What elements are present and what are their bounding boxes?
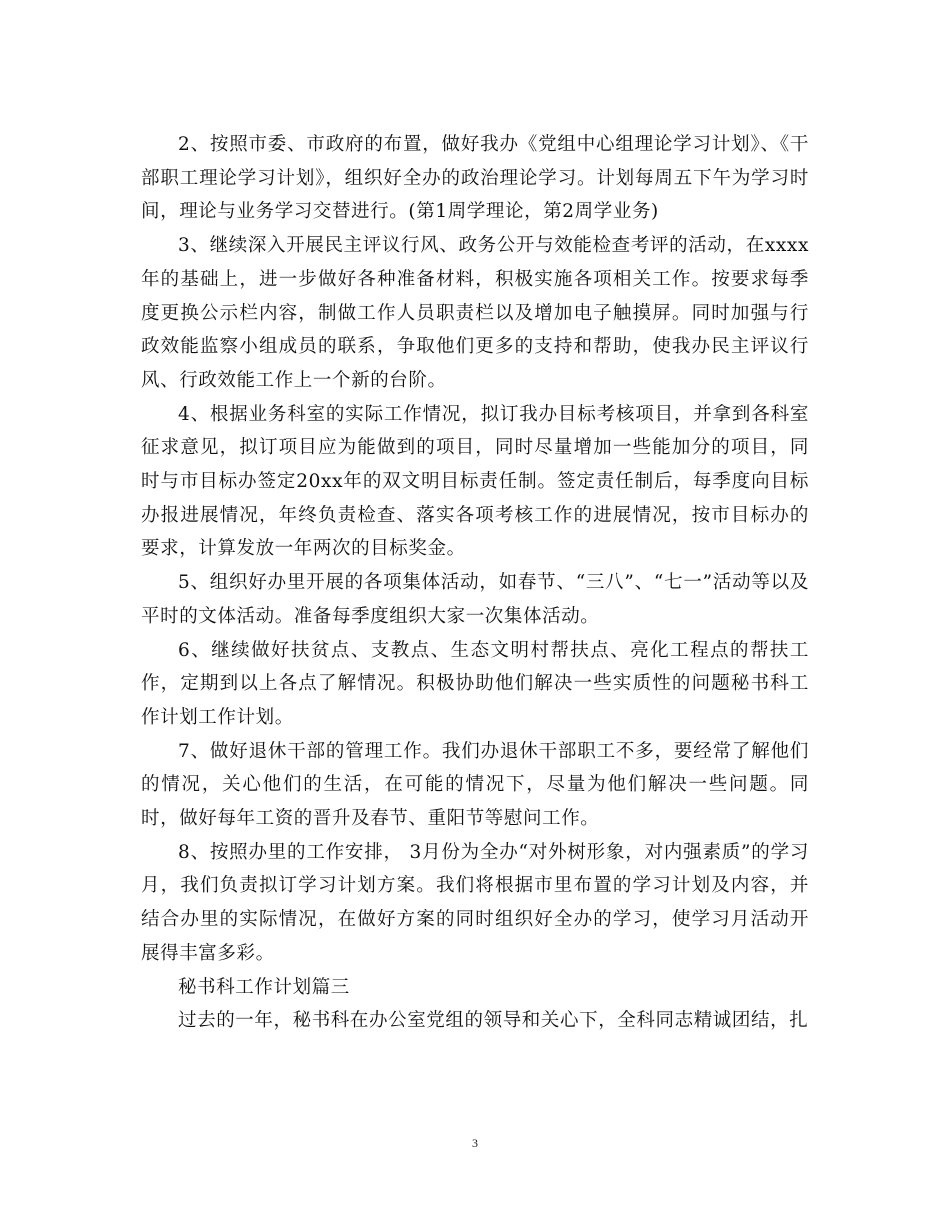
page-number: 3 — [472, 1136, 478, 1150]
paragraph-item-4: 4、根据业务科室的实际工作情况，拟订我办目标考核项目，并拿到各科室征求意见，拟订项目应为能做到的项目，同时尽量增加一些能加分的项目，同时与市目标办签定20xx年的双文明目标责任制。签定责任制后，每季度向目标办报进展情况，年终负责检查、落实各项考核工作的进展情况，按市目标办的要求，计算发放一年两次的目标奖金。 — [141, 403, 809, 560]
paragraph-item-8: 8、按照办里的工作安排， 3月份为全办“对外树形象，对内强素质”的学习月，我们负责拟订学习计划方案。我们将根据市里布置的学习计划及内容，并结合办里的实际情况，在做好方案的同时组织好全办的学习，使学习月活动开展得丰富多彩。 — [141, 841, 809, 964]
paragraph-item-6: 6、继续做好扶贫点、支教点、生态文明村帮扶点、亮化工程点的帮扶工作，定期到以上各点了解情况。积极协助他们解决一些实质性的问题秘书科工作计划工作计划。 — [141, 639, 809, 728]
paragraph-item-3: 3、继续深入开展民主评议行风、政务公开与效能检查考评的活动，在xxxx年的基础上，进一步做好各种准备材料，积极实施各项相关工作。按要求每季度更换公示栏内容，制做工作人员职责栏以及增加电子触摸屏。同时加强与行政效能监察小组成员的联系，争取他们更多的支持和帮助，使我办民主评议行风、行政效能工作上一个新的台阶。 — [141, 235, 809, 391]
paragraph-item-5: 5、组织好办里开展的各项集体活动，如春节、“三八”、“七一”活动等以及平时的文体活动。准备每季度组织大家一次集体活动。 — [141, 572, 809, 627]
closing-paragraph: 过去的一年，秘书科在办公室党组的领导和关心下，全科同志精诚团结，扎 — [178, 1010, 809, 1032]
paragraph-item-2: 2、按照市委、市政府的布置，做好我办《党组中心组理论学习计划》、《干部职工理论学习计划》，组织好全办的政治理论学习。计划每周五下午为学习时间，理论与业务学习交替进行。(第1周学理论，第2周学业务) — [141, 134, 809, 223]
paragraph-item-7: 7、做好退休干部的管理工作。我们办退休干部职工不多，要经常了解他们的情况，关心他们的生活，在可能的情况下，尽量为他们解决一些问题。同时，做好每年工资的晋升及春节、重阳节等慰问工作。 — [141, 740, 809, 830]
section-heading: 秘书科工作计划篇三 — [178, 976, 350, 998]
document-body — [141, 128, 809, 1038]
